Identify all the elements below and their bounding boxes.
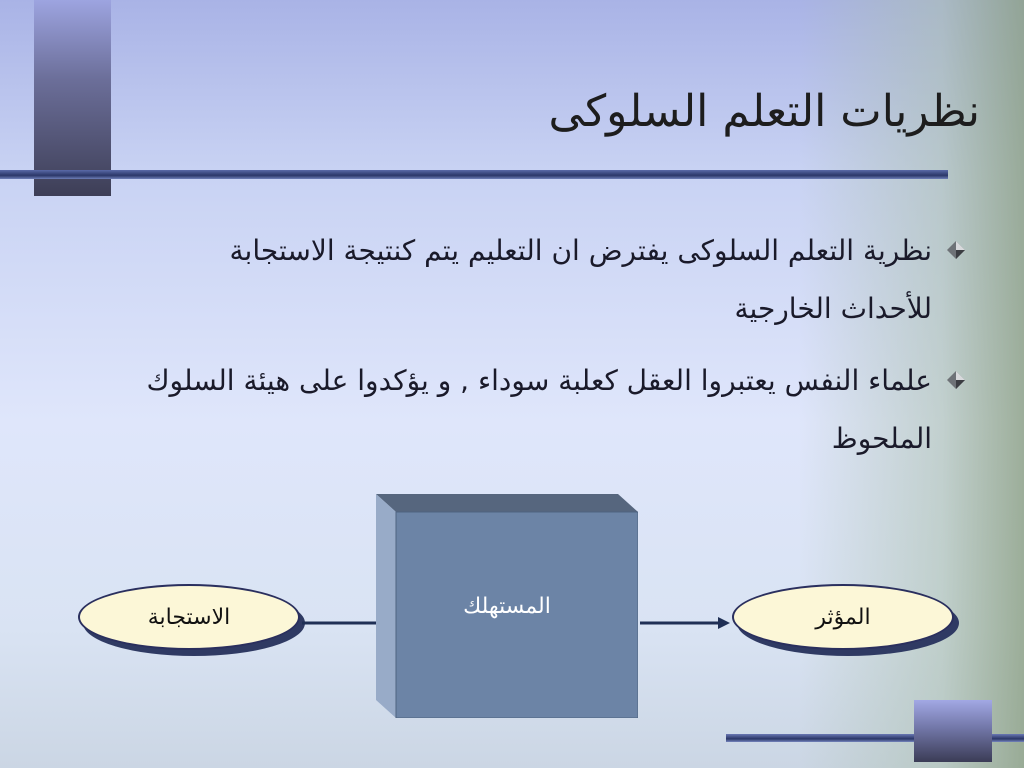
bullet-text-2: علماء النفس يعتبروا العقل كعلبة سوداء , و يؤكدوا على هيئة السلوك الملحوظ — [146, 364, 932, 455]
bullet-item-1 — [132, 222, 932, 338]
consumer-label: المستهلك — [463, 594, 551, 619]
stimulus-node — [732, 584, 954, 650]
diamond-bullet-icon — [946, 240, 966, 260]
slide-title: نظريات التعلم السلوكى — [548, 86, 980, 137]
decorative-rectangle-bottom — [914, 700, 992, 762]
arrow-right-icon — [638, 612, 732, 634]
response-label: الاستجابة — [147, 604, 231, 630]
decorative-rectangle-top — [34, 0, 111, 196]
bullet-item-2 — [132, 352, 932, 468]
consumer-box — [376, 494, 638, 718]
bullet-text-1: نظرية التعلم السلوكى يفترض ان التعليم يتم كنتيجة الاستجابة للأحداث الخارجية — [229, 234, 932, 325]
bullet-list — [132, 222, 932, 482]
response-node — [78, 584, 300, 650]
title-divider — [0, 170, 948, 179]
stimulus-label: المؤثر — [815, 604, 871, 630]
diamond-bullet-icon — [946, 370, 966, 390]
